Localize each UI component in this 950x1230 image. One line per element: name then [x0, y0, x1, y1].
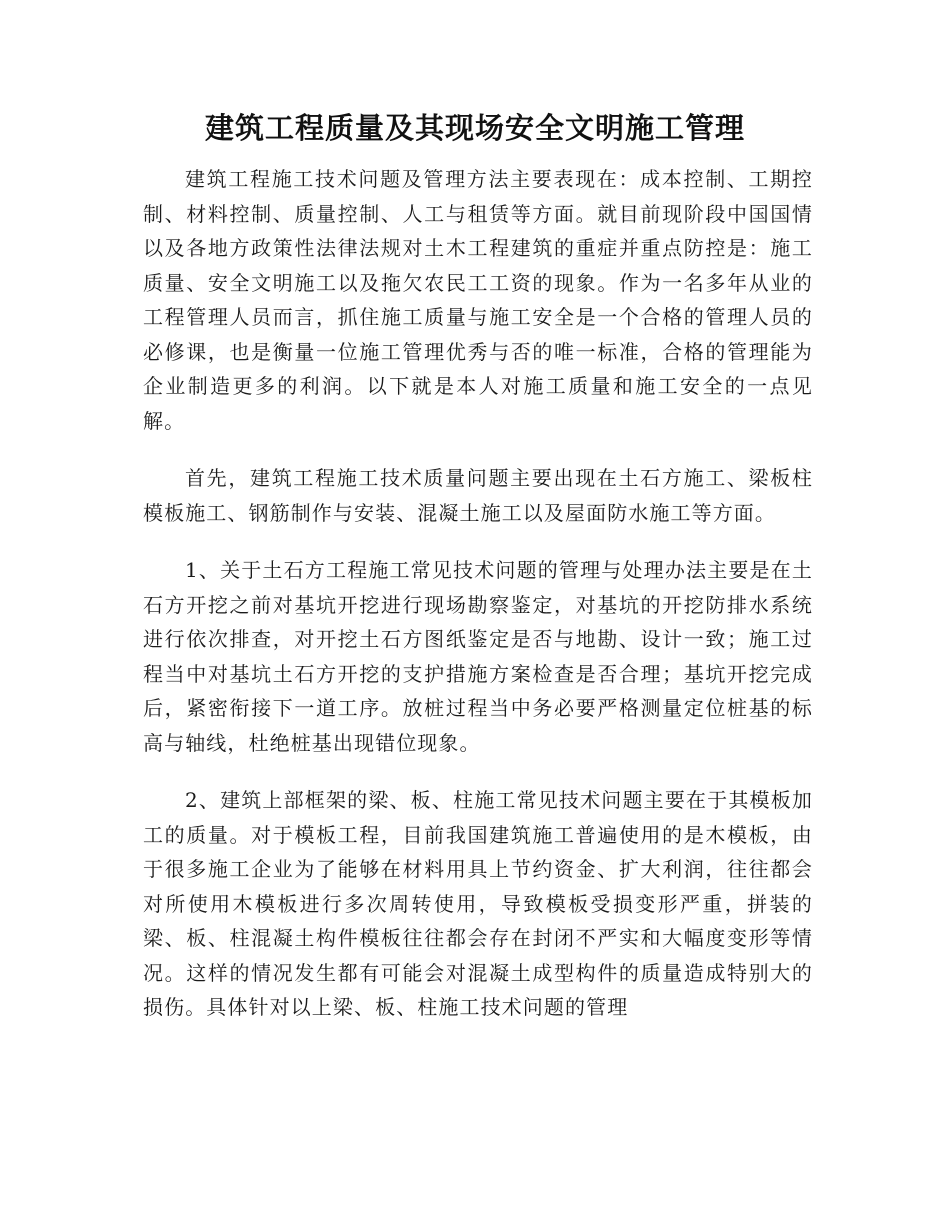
document-body	[143, 162, 813, 1048]
paragraph-intro: 建筑工程施工技术问题及管理方法主要表现在：成本控制、工期控制、材料控制、质量控制、人工与租赁等方面。就目前现阶段中国国情以及各地方政策性法律法规对土木工程建筑的重症并重点防控是：施工质量、安全文明施工以及拖欠农民工工资的现象。作为一名多年从业的工程管理人员而言，抓住施工质量与施工安全是一个合格的管理人员的必修课，也是衡量一位施工管理优秀与否的唯一标准，合格的管理能为企业制造更多的利润。以下就是本人对施工质量和施工安全的一点见解。	[143, 167, 813, 433]
paragraph-overview: 首先，建筑工程施工技术质量问题主要出现在土石方施工、梁板柱模板施工、钢筋制作与安装、混凝土施工以及屋面防水施工等方面。	[143, 466, 813, 525]
paragraph-formwork: 2、建筑上部框架的梁、板、柱施工常见技术问题主要在于其模板加工的质量。对于模板工程，目前我国建筑施工普遍使用的是木模板，由于很多施工企业为了能够在材料用具上节约资金、扩大利润，往往都会对所使用木模板进行多次周转使用，导致模板受损变形严重，拼装的梁、板、柱混凝土构件模板往往都会存在封闭不严实和大幅度变形等情况。这样的情况发生都有可能会对混凝土成型构件的质量造成特别大的损伤。具体针对以上梁、板、柱施工技术问题的管理	[143, 788, 813, 1019]
document-title: 建筑工程质量及其现场安全文明施工管理	[204, 111, 745, 145]
paragraph-earthwork: 1、关于土石方工程施工常见技术问题的管理与处理办法主要是在土石方开挖之前对基坑开挖进行现场勘察鉴定，对基坑的开挖防排水系统进行依次排查，对开挖土石方图纸鉴定是否与地勘、设计一致；施工过程当中对基坑土石方开挖的支护措施方案检查是否合理；基坑开挖完成后，紧密衔接下一道工序。放桩过程当中务必要严格测量定位桩基的标高与轴线，杜绝桩基出现错位现象。	[143, 558, 813, 755]
